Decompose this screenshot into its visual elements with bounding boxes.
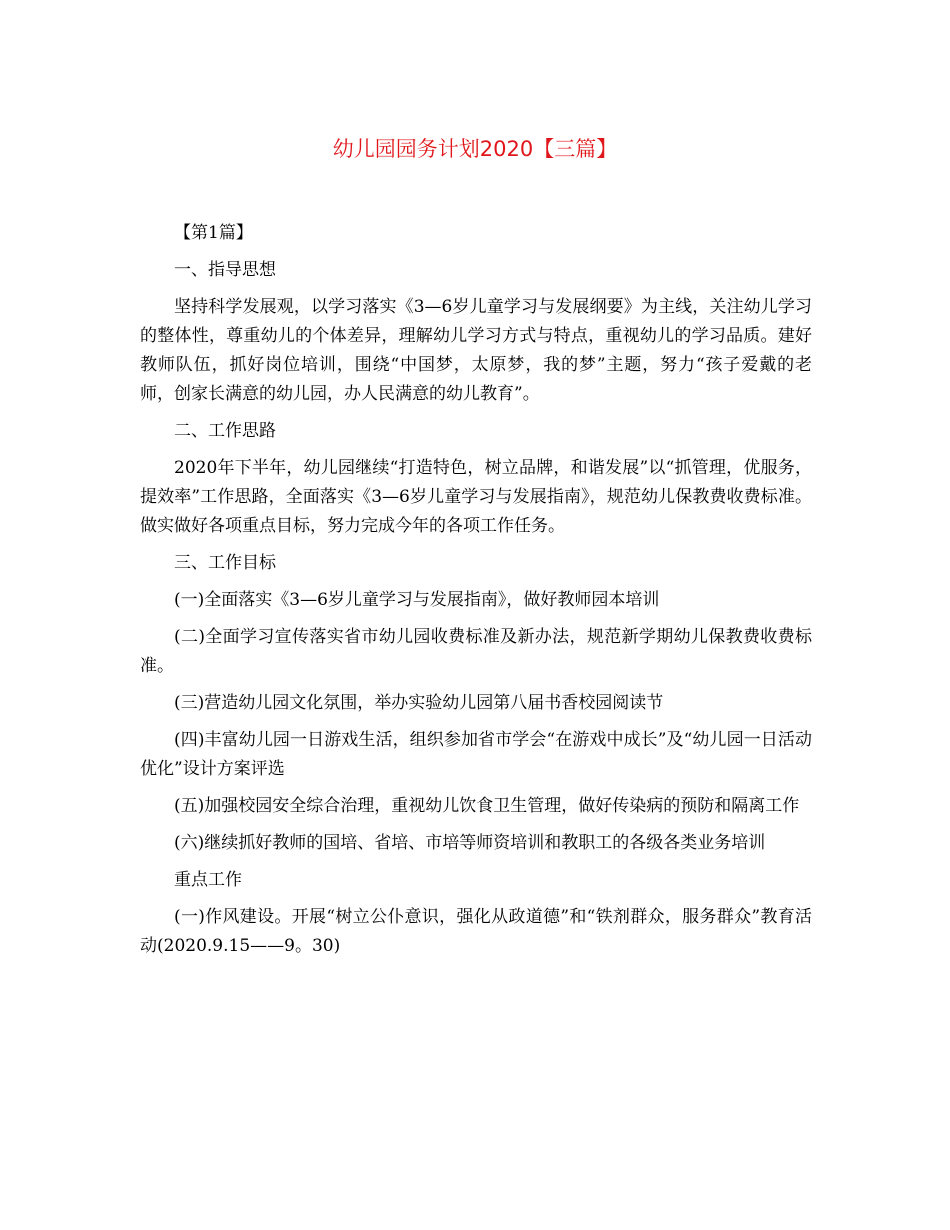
goal-item-1: (一)全面落实《3—6岁儿童学习与发展指南》，做好教师园本培训 — [174, 590, 660, 610]
heading-work-goals: 三、工作目标 — [174, 553, 276, 573]
key-work-item-1: (一)作风建设。开展“树立公仆意识，强化从政道德”和“铁剂群众，服务群众”教育活动(2020.9.15——9。30) — [140, 907, 812, 956]
goal-item-3: (三)营造幼儿园文化氛围，举办实验幼儿园第八届书香校园阅读节 — [174, 693, 664, 713]
document-title: 幼儿园园务计划2020【三篇】 — [332, 137, 618, 161]
document-body — [140, 219, 812, 969]
paragraph-work-approach: 2020年下半年，幼儿园继续“打造特色，树立品牌，和谐发展”以“抓管理，优服务，提效率”工作思路，全面落实《3—6岁儿童学习与发展指南》，规范幼儿保教费收费标准。做实做好各项重点目标，努力完成今年的各项工作任务。 — [140, 458, 812, 536]
paragraph-guiding-ideology: 坚持科学发展观，以学习落实《3—6岁儿童学习与发展纲要》为主线，关注幼儿学习的整体性，尊重幼儿的个体差异，理解幼儿学习方式与特点，重视幼儿的学习品质。建好教师队伍，抓好岗位培训，围绕“中国梦，太原梦，我的梦”主题，努力“孩子爱戴的老师，创家长满意的幼儿园，办人民满意的幼儿教育”。 — [140, 297, 812, 404]
heading-key-work: 重点工作 — [174, 870, 242, 890]
goal-item-2: (二)全面学习宣传落实省市幼儿园收费标准及新办法，规范新学期幼儿保教费收费标准。 — [140, 627, 812, 676]
goal-item-6: (六)继续抓好教师的国培、省培、市培等师资培训和教职工的各级各类业务培训 — [174, 833, 766, 853]
goal-item-5: (五)加强校园安全综合治理，重视幼儿饮食卫生管理，做好传染病的预防和隔离工作 — [174, 796, 800, 816]
heading-guiding-ideology: 一、指导思想 — [174, 260, 276, 280]
goal-item-4: (四)丰富幼儿园一日游戏生活，组织参加省市学会“在游戏中成长”及“幼儿园一日活动优化”设计方案评选 — [140, 730, 812, 779]
section-label-part-1: 【第1篇】 — [174, 223, 253, 243]
heading-work-approach: 二、工作思路 — [174, 421, 276, 441]
